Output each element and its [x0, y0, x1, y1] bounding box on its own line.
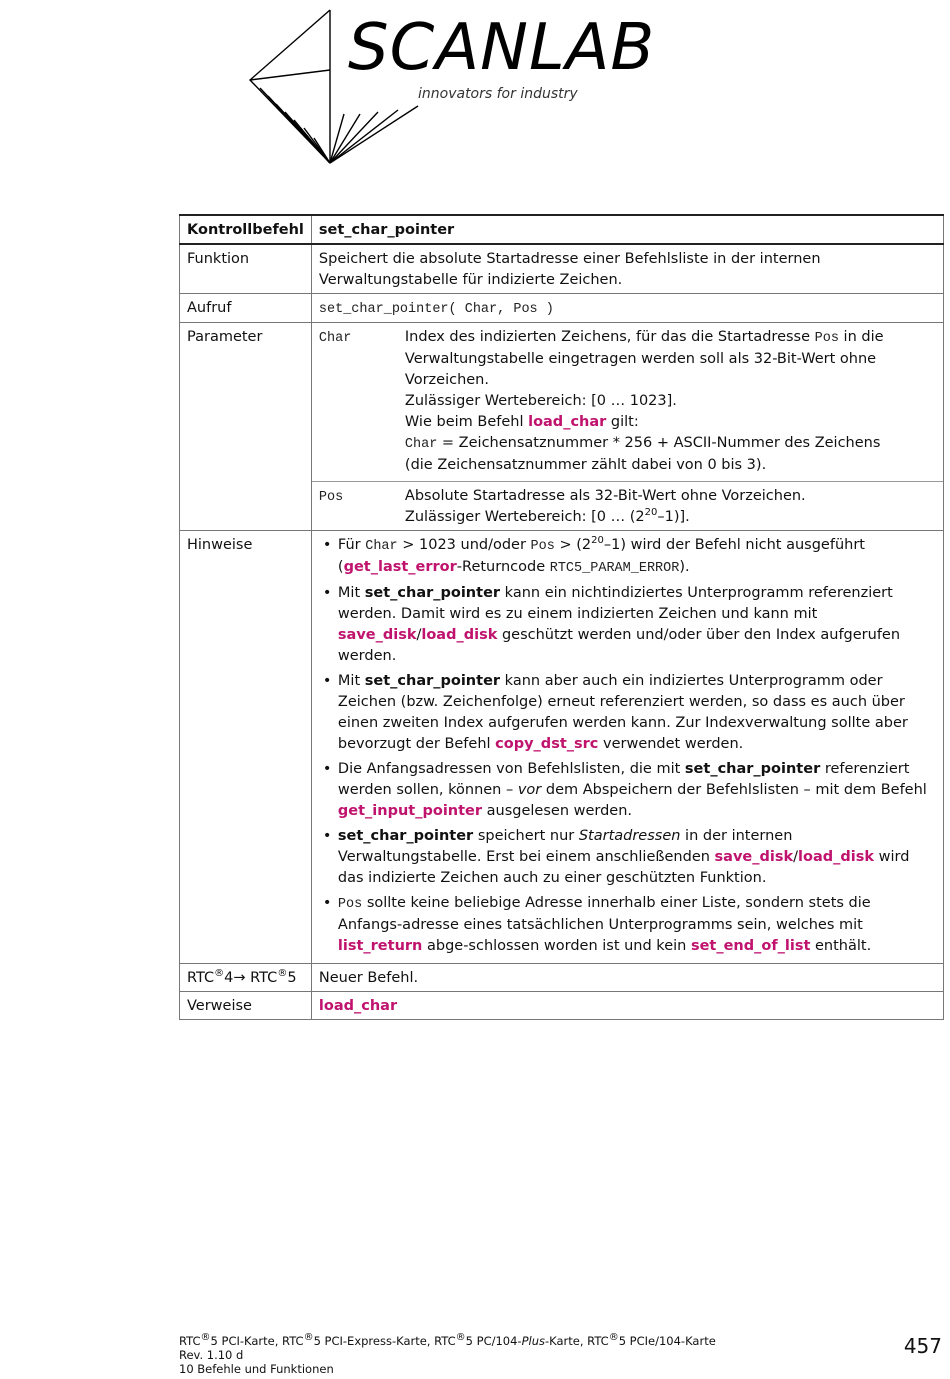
command-name: set_char_pointer: [311, 215, 943, 244]
table-header-row: [180, 215, 944, 244]
footer-chapter: 10 Befehle und Funktionen: [179, 1362, 334, 1376]
note-item: • Die Anfangsadressen von Befehlslisten, die mit set_char_pointer referenziert werden sollen, können – vor dem Abspeichern der Befehlslisten – mit dem Befehl get_input_pointer ausgelesen werden.: [319, 759, 936, 822]
param-char-pos-code: Pos: [814, 331, 839, 346]
rtc-label: RTC®4→ RTC®5: [180, 964, 312, 992]
rtc-value: Neuer Befehl.: [311, 964, 943, 992]
link-copy-dst-src[interactable]: copy_dst_src: [495, 736, 599, 752]
formula-char-code: Char: [404, 437, 438, 452]
link-save-disk[interactable]: save_disk: [337, 627, 417, 643]
command-table: [179, 214, 944, 1020]
link-load-disk[interactable]: load_disk: [421, 627, 498, 643]
funktion-row: [180, 244, 944, 294]
note-item: • set_char_pointer speichert nur Startadressen in der internen Verwaltungstabelle. Erst bei einem anschließenden save_disk/load_disk wird das indizierte Zeichen auch zu einer geschützten Funktion.: [319, 826, 936, 889]
footer-products: RTC®5 PCI-Karte, RTC®5 PCI-Express-Karte, RTC®5 PC/104-Plus-Karte, RTC®5 PCIe/104-Karte: [179, 1332, 716, 1348]
aufruf-code: set_char_pointer( Char, Pos ): [318, 302, 554, 317]
notes-list: [319, 535, 936, 957]
link-load-char[interactable]: load_char: [528, 414, 607, 430]
note-item: • Mit set_char_pointer kann aber auch ein indiziertes Unterprogramm oder Zeichen (bzw. Zeichenfolge) erneut referenziert werden, so dass es auch über einen zweiten Index aufgerufen werden kann. Zur Indexverwaltung sollte aber bevorzugt der Befehl copy_dst_src verwendet werden.: [319, 671, 936, 755]
link-load-char-ref[interactable]: load_char: [318, 998, 398, 1014]
param-pos-desc: [405, 486, 936, 528]
scanlab-logo: [248, 8, 708, 170]
hinweise-cell: [311, 531, 943, 964]
parameter-cell: [311, 323, 943, 531]
param-pos-text: Absolute Startadresse als 32-Bit-Wert ohne Vorzeichen.: [404, 488, 806, 504]
link-set-end-of-list[interactable]: set_end_of_list: [690, 938, 811, 954]
hinweise-row: [180, 531, 944, 964]
param-pos-range-end: –1)].: [657, 509, 690, 525]
link-list-return[interactable]: list_return: [337, 938, 423, 954]
param-pos: [319, 486, 936, 528]
header-label: Kontrollbefehl: [180, 215, 312, 244]
note-item: • Für Char > 1023 und/oder Pos > $(2^{20}-1)$ wird der Befehl nicht ausgeführt (get_last_error-Returncode RTC5_PARAM_ERROR).: [319, 535, 936, 579]
param-char: [319, 327, 936, 476]
param-char-note: (die Zeichensatznummer zählt dabei von 0 bis 3).: [404, 457, 767, 473]
param-char-text-2: in die Verwaltungstabelle eingetragen werden soll als 32-Bit-Wert ohne Vorzeichen.: [404, 329, 884, 388]
param-char-range: Zulässiger Wertebereich: [0 … 1023].: [404, 393, 677, 409]
rtc-row: [180, 964, 944, 992]
funktion-text: Speichert die absolute Startadresse einer Befehlsliste in der internen Verwaltungstabelle für indizierte Zeichen.: [311, 244, 943, 294]
param-char-wie: Wie beim Befehl: [404, 414, 529, 430]
link-get-last-error[interactable]: get_last_error: [343, 559, 457, 575]
link-save-disk[interactable]: save_disk: [714, 849, 794, 865]
verweise-row: [180, 992, 944, 1020]
formula-text: = Zeichensatznummer * 256 + ASCII-Nummer des Zeichens: [437, 435, 881, 451]
arrow-icon: →: [233, 970, 246, 986]
param-char-gilt: gilt:: [606, 414, 639, 430]
link-load-disk[interactable]: load_disk: [798, 849, 874, 865]
logo-wordmark: SCANLAB: [348, 11, 656, 85]
param-pos-range: Zulässiger Wertebereich: [0 … (2: [404, 509, 645, 525]
param-pos-name: Pos: [318, 490, 344, 505]
hinweise-label: Hinweise: [180, 531, 312, 964]
note-item: • Mit set_char_pointer kann ein nichtindiziertes Unterprogramm referenziert werden. Damit wird es zu einem indizierten Zeichen und kann mit save_disk/load_disk geschützt werden und/oder über den Index aufgerufen werden.: [319, 583, 936, 667]
link-get-input-pointer[interactable]: get_input_pointer: [337, 803, 483, 819]
logo-tagline: innovators for industry: [418, 86, 578, 102]
aufruf-label: Aufruf: [180, 294, 312, 323]
param-char-desc: [405, 327, 936, 476]
parameter-row: [180, 323, 944, 531]
funktion-label: Funktion: [180, 244, 312, 294]
note-item: • Pos sollte keine beliebige Adresse innerhalb einer Liste, sondern stets die Anfangs-adresse eines tatsächlichen Unterprogramms sein, welches mit list_return abge-schlossen worden ist und kein set_end_of_list enthält.: [319, 893, 936, 957]
param-pos-exp: 20: [644, 507, 658, 519]
aufruf-row: [180, 294, 944, 323]
verweise-label: Verweise: [180, 992, 312, 1020]
page-footer: [179, 1334, 716, 1376]
param-char-name: Char: [318, 331, 352, 346]
parameter-label: Parameter: [180, 323, 312, 531]
footer-revision: Rev. 1.10 d: [179, 1348, 244, 1362]
param-char-text: Index des indizierten Zeichens, für das die Startadresse: [404, 329, 815, 345]
page-number: 457: [903, 1334, 942, 1358]
param-divider: [312, 481, 943, 482]
